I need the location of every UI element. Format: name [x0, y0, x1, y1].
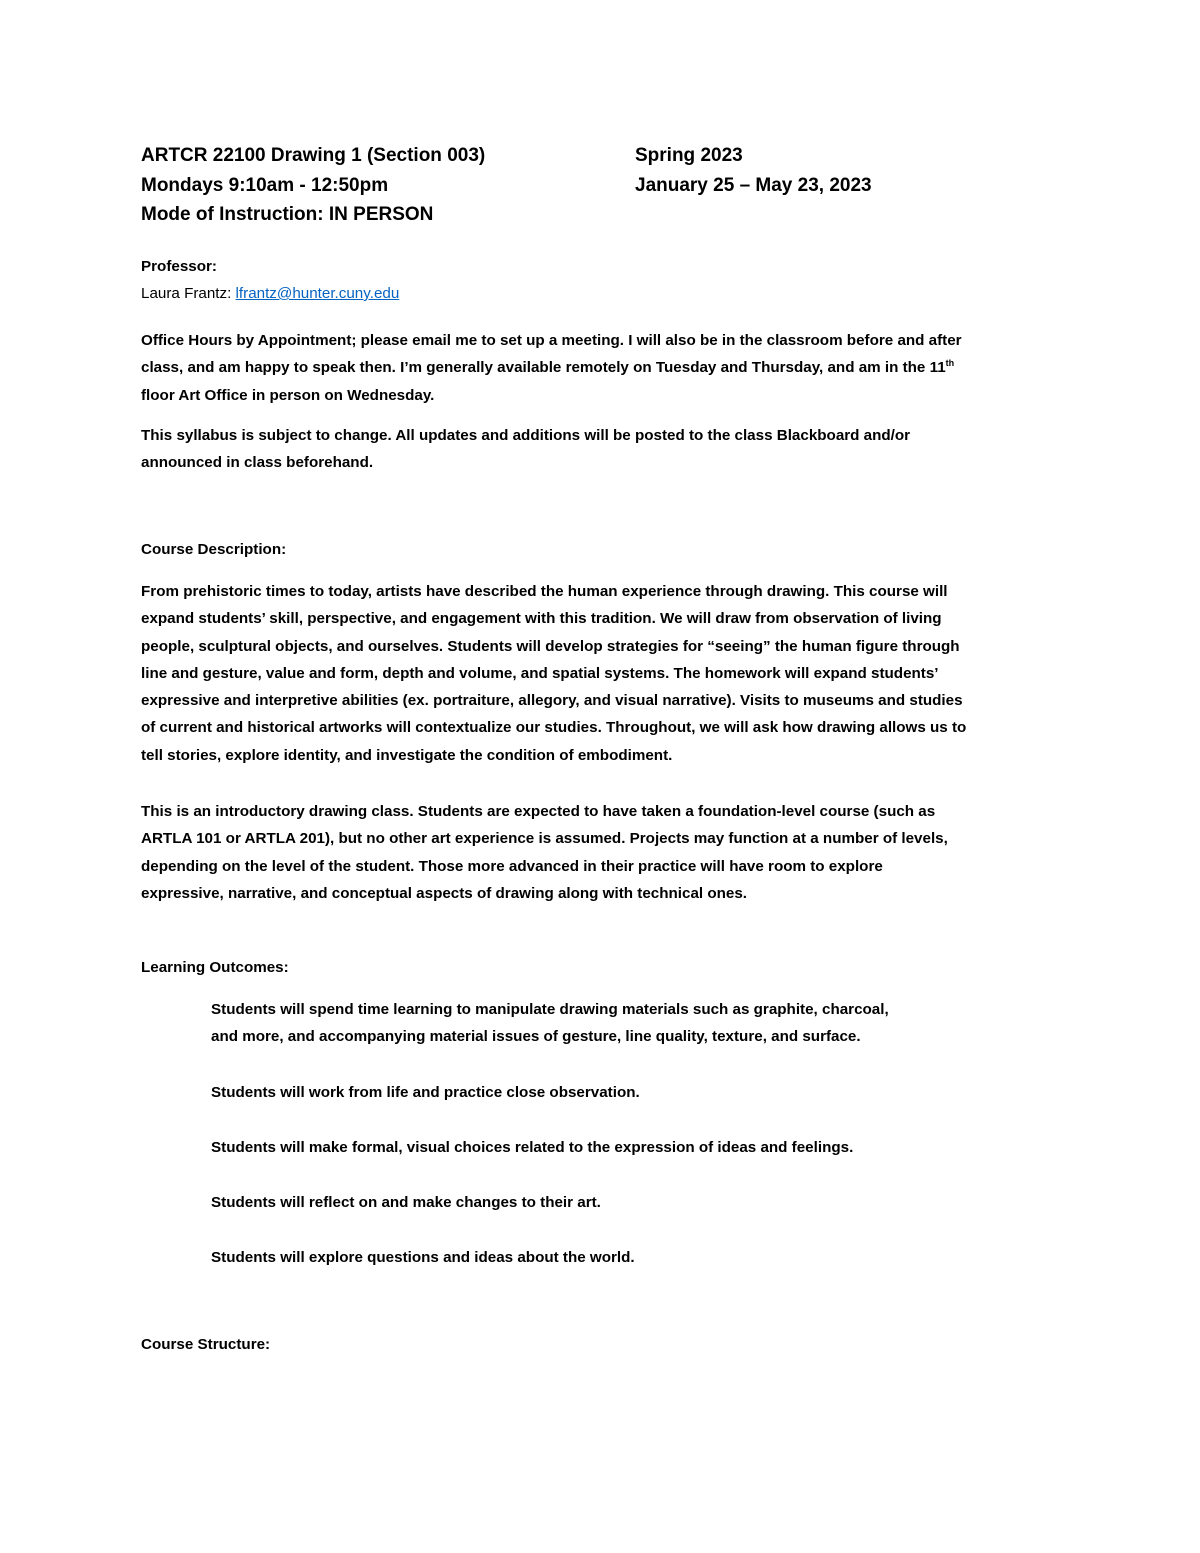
professor-contact: [141, 280, 1061, 307]
ordinal-suffix: th: [945, 358, 955, 369]
description-line: expand students’ skill, perspective, and engagement with this tradition. We will draw from observation of living: [141, 610, 942, 628]
outcome-line: Students will spend time learning to manipulate drawing materials such as graphite, charcoal,: [211, 1001, 889, 1018]
course-dates: January 25 – May 23, 2023: [635, 175, 872, 196]
syllabus-note-line: announced in class beforehand.: [141, 454, 374, 472]
course-structure-heading: Course Structure:: [141, 1336, 271, 1353]
syllabus-note: [141, 422, 1061, 477]
office-hours-line: Office Hours by Appointment; please email me to set up a meeting. I will also be in the classroom before and after: [141, 332, 962, 349]
description-line: people, sculptural objects, and ourselves. Students will develop strategies for “seeing” the human figure through: [141, 637, 960, 655]
course-title: ARTCR 22100 Drawing 1 (Section 003): [141, 145, 486, 166]
course-description-para2: [141, 798, 1061, 907]
instruction-mode: Mode of Instruction: IN PERSON: [141, 204, 434, 225]
course-schedule: Mondays 9:10am - 12:50pm: [141, 175, 389, 196]
description-line: expressive, narrative, and conceptual aspects of drawing along with technical ones.: [141, 884, 747, 902]
office-hours-line: [141, 354, 1061, 381]
description-line: tell stories, explore identity, and investigate the condition of embodiment.: [141, 746, 673, 764]
description-line: depending on the level of the student. Those more advanced in their practice will have room to explore: [141, 857, 883, 875]
learning-outcomes-heading: Learning Outcomes:: [141, 959, 289, 976]
outcome-line: and more, and accompanying material issues of gesture, line quality, texture, and surface.: [211, 1028, 861, 1046]
course-description-para1: [141, 578, 1061, 769]
office-hours-line: floor Art Office in person on Wednesday.: [141, 386, 435, 404]
outcome-item: Students will explore questions and ideas about the world.: [211, 1249, 635, 1266]
outcome-item: Students will reflect on and make changes to their art.: [211, 1194, 601, 1211]
description-line: From prehistoric times to today, artists have described the human experience through drawing. This course will: [141, 583, 948, 600]
office-hours: [141, 327, 1061, 409]
description-line: This is an introductory drawing class. Students are expected to have taken a foundation-level course (such as: [141, 803, 936, 820]
course-term: Spring 2023: [635, 145, 743, 166]
professor-name: Laura Frantz:: [141, 285, 236, 302]
outcome-item: Students will make formal, visual choices related to the expression of ideas and feelings.: [211, 1139, 854, 1156]
description-line: ARTLA 101 or ARTLA 201), but no other art experience is assumed. Projects may function at a number of levels,: [141, 830, 948, 848]
professor-label: Professor:: [141, 258, 217, 275]
outcome-item: [211, 996, 1031, 1051]
course-description-heading: Course Description:: [141, 541, 287, 558]
description-line: line and gesture, value and form, depth and volume, and spatial systems. The homework will expand students’: [141, 664, 939, 682]
professor-email-link[interactable]: lfrantz@hunter.cuny.edu: [235, 285, 400, 302]
description-line: of current and historical artworks will contextualize our studies. Throughout, we will ask how drawing allows us to: [141, 719, 967, 737]
syllabus-note-line: This syllabus is subject to change. All updates and additions will be posted to the class Blackboard and/or: [141, 427, 911, 444]
outcome-item: Students will work from life and practice close observation.: [211, 1084, 640, 1101]
description-line: expressive and interpretive abilities (ex. portraiture, allegory, and visual narrative). Visits to museums and studies: [141, 692, 963, 710]
office-hours-text: class, and am happy to speak then. I’m generally available remotely on Tuesday and Thursday, and am in the 11: [141, 359, 946, 377]
